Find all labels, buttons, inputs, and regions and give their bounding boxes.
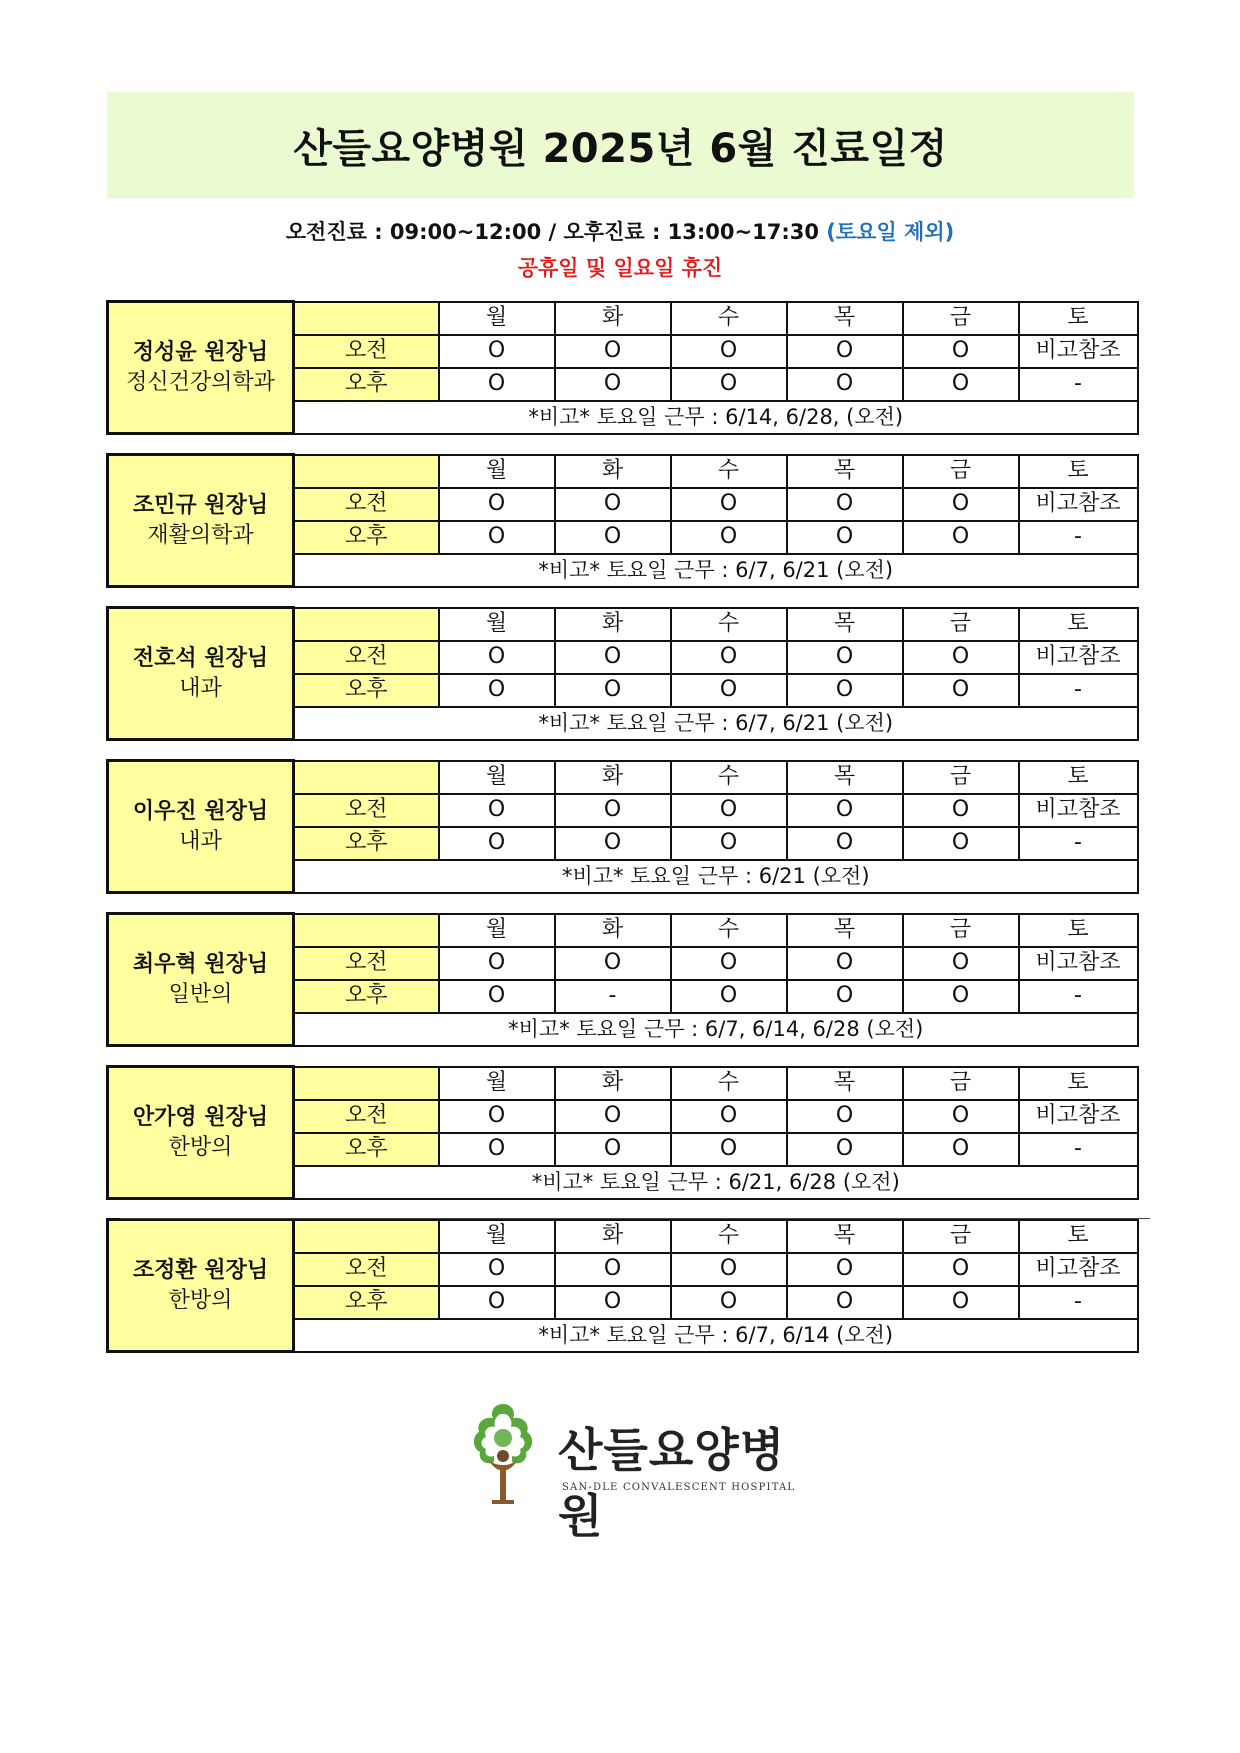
- schedule-cell: -: [1019, 1286, 1138, 1319]
- day-header: 화: [555, 302, 671, 335]
- schedule-cell: O: [903, 1253, 1019, 1286]
- day-header: 목: [787, 761, 903, 794]
- doctor-schedule-table: [106, 606, 1139, 741]
- doctor-cell: [108, 914, 294, 1046]
- doctor-schedule-table: [106, 912, 1139, 1047]
- schedule-cell: O: [787, 1133, 903, 1166]
- holiday-notice: 공휴일 및 일요일 휴진: [517, 256, 723, 280]
- schedule-cell: O: [903, 980, 1019, 1013]
- schedule-cell: O: [671, 1253, 787, 1286]
- session-label-am: 오전: [294, 947, 439, 980]
- session-label-pm: 오후: [294, 980, 439, 1013]
- table-row: [108, 914, 1138, 947]
- day-header: 금: [903, 761, 1019, 794]
- header-blank-cell: [294, 455, 439, 488]
- header-blank-cell: [294, 761, 439, 794]
- day-header: 금: [903, 608, 1019, 641]
- schedule-cell: -: [1019, 521, 1138, 554]
- schedule-cell: 비고참조: [1019, 794, 1138, 827]
- day-header: 월: [439, 914, 555, 947]
- schedule-cell: O: [555, 674, 671, 707]
- schedule-cell: -: [1019, 1133, 1138, 1166]
- schedule-cell: O: [555, 1100, 671, 1133]
- doctor-department: 내과: [179, 828, 222, 854]
- day-header: 월: [439, 608, 555, 641]
- clinic-hours: [0, 216, 1240, 246]
- table-row: [108, 1220, 1138, 1253]
- schedule-cell: O: [671, 674, 787, 707]
- day-header: 화: [555, 1220, 671, 1253]
- doctor-cell: [108, 302, 294, 434]
- schedule-cell: O: [671, 827, 787, 860]
- day-header: 화: [555, 1067, 671, 1100]
- schedule-cell: O: [671, 521, 787, 554]
- saturday-exception: (토요일 제외): [826, 220, 955, 244]
- schedule-cell: O: [787, 368, 903, 401]
- schedule-cell: 비고참조: [1019, 1253, 1138, 1286]
- doctor-cell: [108, 1220, 294, 1352]
- doctor-department: 한방의: [168, 1287, 233, 1313]
- schedule-cell: O: [439, 1100, 555, 1133]
- schedule-cell: O: [903, 335, 1019, 368]
- header-blank-cell: [294, 1220, 439, 1253]
- day-header: 월: [439, 455, 555, 488]
- day-header: 목: [787, 914, 903, 947]
- schedule-cell: O: [439, 368, 555, 401]
- doctor-cell: [108, 1067, 294, 1199]
- day-header: 목: [787, 1220, 903, 1253]
- table-row: [108, 761, 1138, 794]
- divider-line: [120, 1218, 1150, 1219]
- saturday-note: *비고* 토요일 근무 : 6/14, 6/28, (오전): [294, 401, 1138, 434]
- schedule-cell: O: [671, 335, 787, 368]
- schedule-cell: O: [555, 947, 671, 980]
- table-row: [108, 302, 1138, 335]
- doctor-department: 일반의: [168, 981, 233, 1007]
- saturday-note: *비고* 토요일 근무 : 6/21 (오전): [294, 860, 1138, 893]
- day-header: 수: [671, 608, 787, 641]
- day-header: 토: [1019, 914, 1138, 947]
- day-header: 월: [439, 302, 555, 335]
- day-header: 화: [555, 608, 671, 641]
- schedule-cell: O: [671, 641, 787, 674]
- schedule-cell: O: [439, 521, 555, 554]
- schedule-cell: 비고참조: [1019, 335, 1138, 368]
- schedule-cell: O: [671, 368, 787, 401]
- day-header: 화: [555, 914, 671, 947]
- day-header: 토: [1019, 608, 1138, 641]
- day-header: 목: [787, 1067, 903, 1100]
- schedule-cell: O: [439, 980, 555, 1013]
- day-header: 토: [1019, 761, 1138, 794]
- hospital-logo: [466, 1400, 826, 1543]
- schedule-cell: -: [1019, 368, 1138, 401]
- schedule-cell: O: [555, 368, 671, 401]
- doctor-name: 안가영 원장님: [132, 1104, 269, 1130]
- session-label-pm: 오후: [294, 674, 439, 707]
- day-header: 토: [1019, 1220, 1138, 1253]
- schedule-cell: O: [903, 1286, 1019, 1319]
- schedule-cell: O: [555, 1286, 671, 1319]
- schedule-cell: O: [787, 827, 903, 860]
- title-banner: [107, 92, 1134, 198]
- schedule-cell: -: [1019, 827, 1138, 860]
- clinic-hours-text: 오전진료 : 09:00~12:00 / 오후진료 : 13:00~17:30: [285, 220, 819, 244]
- schedule-cell: O: [439, 488, 555, 521]
- doctor-schedule-table: [106, 1218, 1139, 1353]
- schedule-cell: 비고참조: [1019, 641, 1138, 674]
- schedule-cell: O: [787, 947, 903, 980]
- saturday-note: *비고* 토요일 근무 : 6/7, 6/14 (오전): [294, 1319, 1138, 1352]
- schedule-cell: O: [439, 641, 555, 674]
- session-label-am: 오전: [294, 1100, 439, 1133]
- doctor-name: 이우진 원장님: [132, 798, 269, 824]
- schedule-cell: 비고참조: [1019, 1100, 1138, 1133]
- doctor-name: 조정환 원장님: [132, 1257, 269, 1283]
- schedule-cell: O: [787, 521, 903, 554]
- schedule-cell: -: [1019, 980, 1138, 1013]
- day-header: 수: [671, 302, 787, 335]
- schedule-cell: O: [671, 488, 787, 521]
- day-header: 수: [671, 455, 787, 488]
- schedule-cell: O: [787, 641, 903, 674]
- schedule-cell: O: [439, 947, 555, 980]
- doctor-schedule-table: [106, 759, 1139, 894]
- header-blank-cell: [294, 914, 439, 947]
- schedule-cell: O: [903, 674, 1019, 707]
- schedule-cell: O: [555, 641, 671, 674]
- schedule-cell: O: [787, 674, 903, 707]
- day-header: 월: [439, 761, 555, 794]
- schedule-cell: O: [555, 335, 671, 368]
- session-label-pm: 오후: [294, 827, 439, 860]
- session-label-pm: 오후: [294, 521, 439, 554]
- header-blank-cell: [294, 1067, 439, 1100]
- schedule-cell: O: [671, 1133, 787, 1166]
- session-label-am: 오전: [294, 794, 439, 827]
- schedule-cell: O: [439, 674, 555, 707]
- schedule-cell: -: [555, 980, 671, 1013]
- schedule-cell: O: [439, 1133, 555, 1166]
- schedule-cell: O: [903, 521, 1019, 554]
- schedule-cell: O: [903, 641, 1019, 674]
- day-header: 토: [1019, 1067, 1138, 1100]
- schedule-cell: O: [903, 488, 1019, 521]
- header-blank-cell: [294, 608, 439, 641]
- day-header: 월: [439, 1220, 555, 1253]
- schedule-cell: O: [555, 521, 671, 554]
- day-header: 금: [903, 1067, 1019, 1100]
- schedule-cell: O: [903, 794, 1019, 827]
- doctor-department: 한방의: [168, 1134, 233, 1160]
- table-row: [108, 608, 1138, 641]
- schedule-cell: O: [903, 947, 1019, 980]
- day-header: 목: [787, 608, 903, 641]
- saturday-note: *비고* 토요일 근무 : 6/7, 6/14, 6/28 (오전): [294, 1013, 1138, 1046]
- doctor-schedule-table: [106, 453, 1139, 588]
- schedule-cell: O: [439, 1253, 555, 1286]
- day-header: 금: [903, 302, 1019, 335]
- schedule-cell: O: [671, 794, 787, 827]
- schedule-cell: -: [1019, 674, 1138, 707]
- session-label-am: 오전: [294, 488, 439, 521]
- schedule-cell: O: [903, 1100, 1019, 1133]
- schedule-cell: O: [555, 488, 671, 521]
- schedule-cell: O: [903, 827, 1019, 860]
- session-label-pm: 오후: [294, 1133, 439, 1166]
- day-header: 월: [439, 1067, 555, 1100]
- schedule-cell: O: [903, 1133, 1019, 1166]
- day-header: 수: [671, 761, 787, 794]
- schedule-cell: O: [439, 827, 555, 860]
- session-label-am: 오전: [294, 1253, 439, 1286]
- day-header: 수: [671, 914, 787, 947]
- doctor-name: 조민규 원장님: [132, 492, 269, 518]
- schedule-cell: O: [787, 1100, 903, 1133]
- day-header: 목: [787, 455, 903, 488]
- session-label-pm: 오후: [294, 1286, 439, 1319]
- doctor-name: 전호석 원장님: [132, 645, 269, 671]
- schedule-cell: 비고참조: [1019, 947, 1138, 980]
- table-row: [108, 455, 1138, 488]
- page-title: 산들요양병원 2025년 6월 진료일정: [293, 125, 948, 172]
- day-header: 토: [1019, 302, 1138, 335]
- schedule-cell: O: [671, 1286, 787, 1319]
- schedule-cell: O: [903, 368, 1019, 401]
- doctor-department: 내과: [179, 675, 222, 701]
- tree-person-icon: [466, 1400, 540, 1506]
- header-blank-cell: [294, 302, 439, 335]
- schedule-cell: O: [439, 794, 555, 827]
- saturday-note: *비고* 토요일 근무 : 6/7, 6/21 (오전): [294, 554, 1138, 587]
- table-row: [108, 1067, 1138, 1100]
- schedule-cell: O: [787, 1286, 903, 1319]
- day-header: 금: [903, 914, 1019, 947]
- day-header: 수: [671, 1220, 787, 1253]
- logo-name: 산들요양병원: [558, 1423, 786, 1543]
- schedule-cell: O: [439, 1286, 555, 1319]
- doctor-name: 정성윤 원장님: [132, 339, 269, 365]
- saturday-note: *비고* 토요일 근무 : 6/21, 6/28 (오전): [294, 1166, 1138, 1199]
- schedule-cell: 비고참조: [1019, 488, 1138, 521]
- schedule-cell: O: [671, 947, 787, 980]
- doctor-schedule-table: [106, 1065, 1139, 1200]
- schedule-cell: O: [555, 827, 671, 860]
- logo-subtitle: SAN-DLE CONVALESCENT HOSPITAL: [562, 1482, 796, 1493]
- doctor-cell: [108, 455, 294, 587]
- day-header: 화: [555, 455, 671, 488]
- doctor-department: 재활의학과: [147, 522, 254, 548]
- schedule-cell: O: [555, 1253, 671, 1286]
- saturday-note: *비고* 토요일 근무 : 6/7, 6/21 (오전): [294, 707, 1138, 740]
- day-header: 목: [787, 302, 903, 335]
- doctor-schedule-table: [106, 300, 1139, 435]
- schedule-cell: O: [671, 980, 787, 1013]
- session-label-am: 오전: [294, 641, 439, 674]
- day-header: 화: [555, 761, 671, 794]
- session-label-pm: 오후: [294, 368, 439, 401]
- day-header: 수: [671, 1067, 787, 1100]
- doctor-cell: [108, 761, 294, 893]
- schedule-cell: O: [787, 1253, 903, 1286]
- schedule-cell: O: [671, 1100, 787, 1133]
- day-header: 금: [903, 455, 1019, 488]
- schedule-cell: O: [439, 335, 555, 368]
- doctor-department: 정신건강의학과: [126, 369, 275, 395]
- schedule-cell: O: [787, 335, 903, 368]
- day-header: 토: [1019, 455, 1138, 488]
- schedule-cell: O: [555, 1133, 671, 1166]
- schedule-cell: O: [787, 980, 903, 1013]
- session-label-am: 오전: [294, 335, 439, 368]
- doctor-name: 최우혁 원장님: [132, 951, 269, 977]
- schedule-cell: O: [555, 794, 671, 827]
- day-header: 금: [903, 1220, 1019, 1253]
- doctor-cell: [108, 608, 294, 740]
- schedule-cell: O: [787, 794, 903, 827]
- schedule-cell: O: [787, 488, 903, 521]
